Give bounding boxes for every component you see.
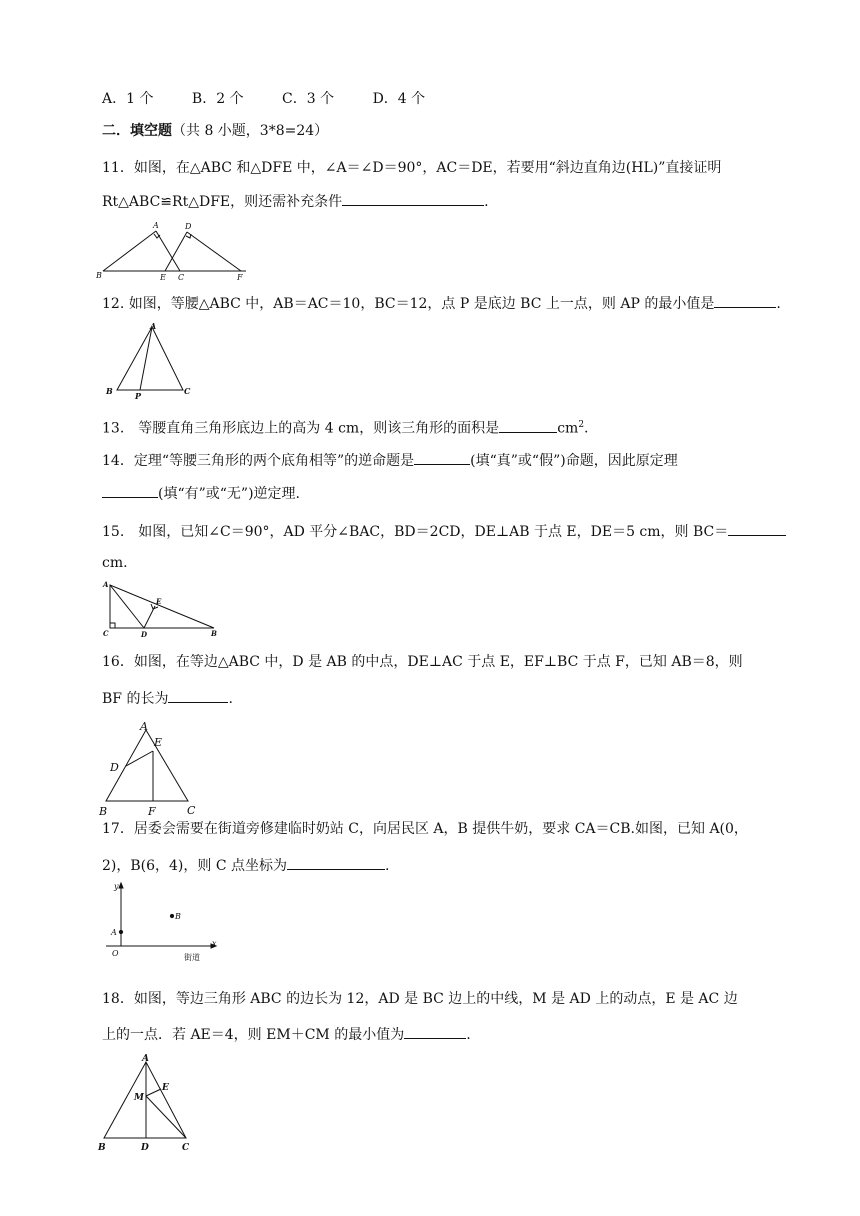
q11-end: .: [484, 194, 489, 210]
fig11-label-a: A: [153, 221, 159, 230]
q18-line2: [102, 1024, 471, 1045]
fig12-label-c: C: [184, 386, 191, 396]
q11-answer-blank[interactable]: [342, 191, 484, 206]
q14-line1: [102, 450, 678, 471]
q15-unit: cm.: [102, 555, 128, 571]
fig16-label-b: B: [99, 805, 108, 818]
fig11-label-d: D: [185, 222, 192, 231]
fig17-label-b: B: [175, 912, 181, 921]
q11-text: Rt△ABC≌Rt△DFE，则还需补充条件: [102, 194, 343, 210]
figure-q17: [100, 880, 224, 966]
fig11-label-c: C: [178, 273, 185, 280]
fig16-label-a: A: [140, 720, 148, 733]
fig16-label-e: E: [154, 736, 163, 749]
q16-line1: 16．如图，在等边△ABC 中，D 是 AB 的中点，DE⊥AC 于点 E，EF⊥BC 于点 F，已知 AB＝8，则: [102, 654, 743, 670]
q12-text: 12. 如图，等腰△ABC 中，AB＝AC＝10，BC＝12，点 P 是底边 BC 上一点，则 AP 的最小值是: [102, 296, 715, 312]
q15-line1: [102, 521, 786, 542]
q14-answer-blank-2[interactable]: [102, 483, 158, 498]
fig18-label-c: C: [182, 1143, 190, 1153]
q10-option-b: B．2 个: [191, 91, 244, 107]
q13-end: .: [584, 420, 589, 437]
fig15-label-a: A: [103, 580, 109, 589]
fig15-label-d: D: [141, 630, 148, 638]
fig17-label-street: 街道: [184, 953, 200, 962]
q11-line1: 11．如图，在△ABC 和△DFE 中，∠A＝∠D＝90°，AC＝DE，若要用“斜边直角边(HL)”直接证明: [102, 160, 722, 176]
q16-line2: [102, 688, 233, 709]
fig11-label-b: B: [96, 271, 102, 280]
fig16-label-d: D: [110, 761, 119, 774]
q18-line1: 18．如图，等边三角形 ABC 的边长为 12，AD 是 BC 边上的中线，M 是 AD 上的动点，E 是 AC 边: [102, 991, 738, 1007]
q10-option-d: D．4 个: [372, 91, 426, 107]
q12-line: [102, 293, 781, 314]
fig11-label-e: E: [160, 273, 166, 280]
q13-answer-blank[interactable]: [499, 418, 557, 433]
figure-q11: [96, 218, 256, 280]
q13-unit-power: 2: [578, 420, 585, 430]
figure-q12: [100, 318, 200, 400]
q14-text-end: (填“有”或“无”)逆定理.: [158, 486, 301, 502]
section-title: 二．填空题: [102, 123, 172, 139]
fig15-label-c: C: [103, 629, 109, 638]
fig12-label-a: A: [150, 321, 157, 331]
fig15-label-b: B: [211, 629, 217, 638]
fig18-label-e: E: [162, 1083, 169, 1093]
fig17-label-a: A: [111, 928, 117, 937]
q14-answer-blank-1[interactable]: [414, 450, 470, 465]
q17-end: .: [385, 858, 390, 874]
q14-text-mid: (填“真”或“假”)命题，因此原定理: [470, 453, 678, 469]
q16-text: BF 的长为: [102, 691, 169, 707]
figure-q18: [96, 1050, 196, 1154]
q10-option-a: A．1 个: [102, 91, 154, 107]
section-note: （共 8 小题，3*8=24）: [172, 123, 329, 139]
q17-text: 2)，B(6，4)，则 C 点坐标为: [102, 858, 288, 874]
fig18-label-d: D: [141, 1143, 149, 1153]
q14-line2: [102, 483, 300, 504]
q15-answer-blank[interactable]: [728, 521, 786, 536]
fig12-label-p: P: [135, 391, 142, 400]
fig15-label-e: E: [156, 597, 162, 606]
q12-end: .: [776, 296, 781, 312]
fig16-label-c: C: [187, 804, 196, 817]
q14-text: 14．定理“等腰三角形的两个底角相等”的逆命题是: [102, 453, 415, 469]
fig18-label-b: B: [98, 1143, 106, 1153]
q16-end: .: [228, 691, 233, 707]
fig16-label-f: F: [148, 805, 156, 818]
q13-unit: cm: [557, 420, 579, 437]
fig18-label-m: M: [134, 1093, 144, 1103]
fig12-label-b: B: [106, 386, 113, 396]
figure-q15: [100, 578, 222, 638]
q13-line: [102, 415, 589, 439]
q18-end: .: [466, 1027, 471, 1043]
q12-answer-blank[interactable]: [714, 293, 776, 308]
fig18-label-a: A: [142, 1054, 149, 1064]
q17-line1: 17．居委会需要在街道旁修建临时奶站 C，向居民区 A，B 提供牛奶，要求 CA＝CB.如图，已知 A(0，: [102, 821, 748, 837]
q18-answer-blank[interactable]: [404, 1024, 466, 1039]
q10-option-c: C．3 个: [282, 91, 335, 107]
fig11-label-f: F: [237, 273, 243, 280]
q17-line2: [102, 855, 389, 876]
section-heading: [102, 121, 328, 141]
q15-text: 15. 如图，已知∠C＝90°，AD 平分∠BAC，BD＝2CD，DE⊥AB 于点 E，DE＝5 cm，则 BC＝: [102, 524, 729, 540]
q16-answer-blank[interactable]: [168, 688, 228, 703]
q13-text: 13. 等腰直角三角形底边上的高为 4 cm，则该三角形的面积是: [102, 420, 500, 437]
fig17-label-y: y: [114, 882, 119, 891]
fig17-label-o: O: [112, 949, 119, 958]
fig17-label-x: x: [212, 939, 217, 948]
figure-q16: [96, 718, 206, 820]
q18-text: 上的一点．若 AE＝4，则 EM＋CM 的最小值为: [102, 1027, 405, 1043]
q17-answer-blank[interactable]: [287, 855, 385, 870]
q10-options: [102, 89, 459, 109]
q11-line2: [102, 191, 489, 212]
